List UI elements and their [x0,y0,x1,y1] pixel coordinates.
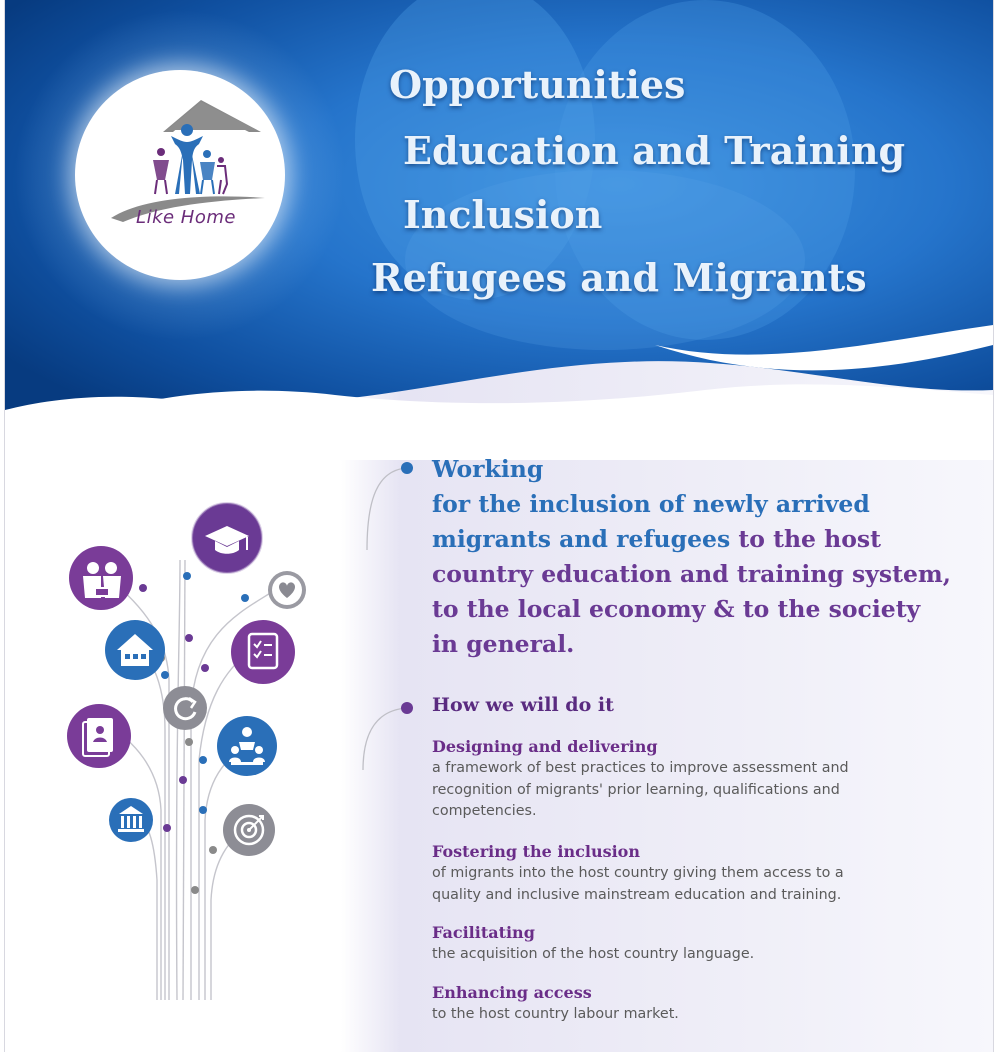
intro-line-3-rest: to the host [730,525,882,553]
institution-icon [109,798,153,842]
how-item-designing [432,736,932,823]
bullet-working [401,462,413,474]
how-item-fostering [432,841,932,906]
icon-tree [55,480,315,1040]
intro-line-6: in general. [432,630,575,658]
how-item-title: Facilitating [432,923,535,942]
intro-line-1: Working [432,455,544,483]
how-item-facilitating [432,922,932,966]
target-icon [223,804,275,856]
how-item-title: Enhancing access [432,983,592,1002]
header-line-2: Education and Training [403,128,906,173]
header-line-3: Inclusion [403,192,603,237]
intro-line-4: country education and training system, [432,560,951,588]
house-icon [105,620,165,680]
logo [75,70,285,280]
how-item-text: recognition of migrants' prior learning, qualifications and [432,781,840,798]
like-home-logo-icon [75,70,285,280]
brochure-page [4,0,994,1052]
bullet-connectors [357,440,437,1052]
how-item-text: a framework of best practices to improve assessment and [432,760,849,776]
how-item-title: Designing and delivering [432,737,658,756]
content-section [357,440,987,1052]
how-item-title: Fostering the inclusion [432,842,640,861]
header-line-1: Opportunities [389,62,686,107]
how-item-text: the acquisition of the host country language. [432,946,755,962]
how-item-enhancing [432,982,932,1026]
how-title: How we will do it [432,694,614,716]
how-item-text: competencies. [432,803,537,819]
checklist-icon [231,620,295,684]
how-item-text: of migrants into the host country giving them access to a [432,865,844,881]
bullet-how [401,702,413,714]
header-banner [5,0,993,460]
heart-hand-icon [268,571,306,609]
intro-line-5: to the local economy & to the society [432,595,921,623]
intro-line-2: for the inclusion of newly arrived [432,490,870,518]
intro-statement [432,452,972,662]
handshake-icon [69,546,133,610]
refresh-icon [163,686,207,730]
how-item-text: quality and inclusive mainstream education and training. [432,886,842,903]
graduation-cap-icon [192,503,262,573]
logo-text: Like Home [136,207,236,228]
meeting-icon [217,716,277,776]
header-line-4: Refugees and Migrants [371,255,867,300]
id-document-icon [67,704,131,768]
how-item-text: to the host country labour market. [432,1006,679,1022]
intro-line-3: migrants and refugees [432,525,731,553]
